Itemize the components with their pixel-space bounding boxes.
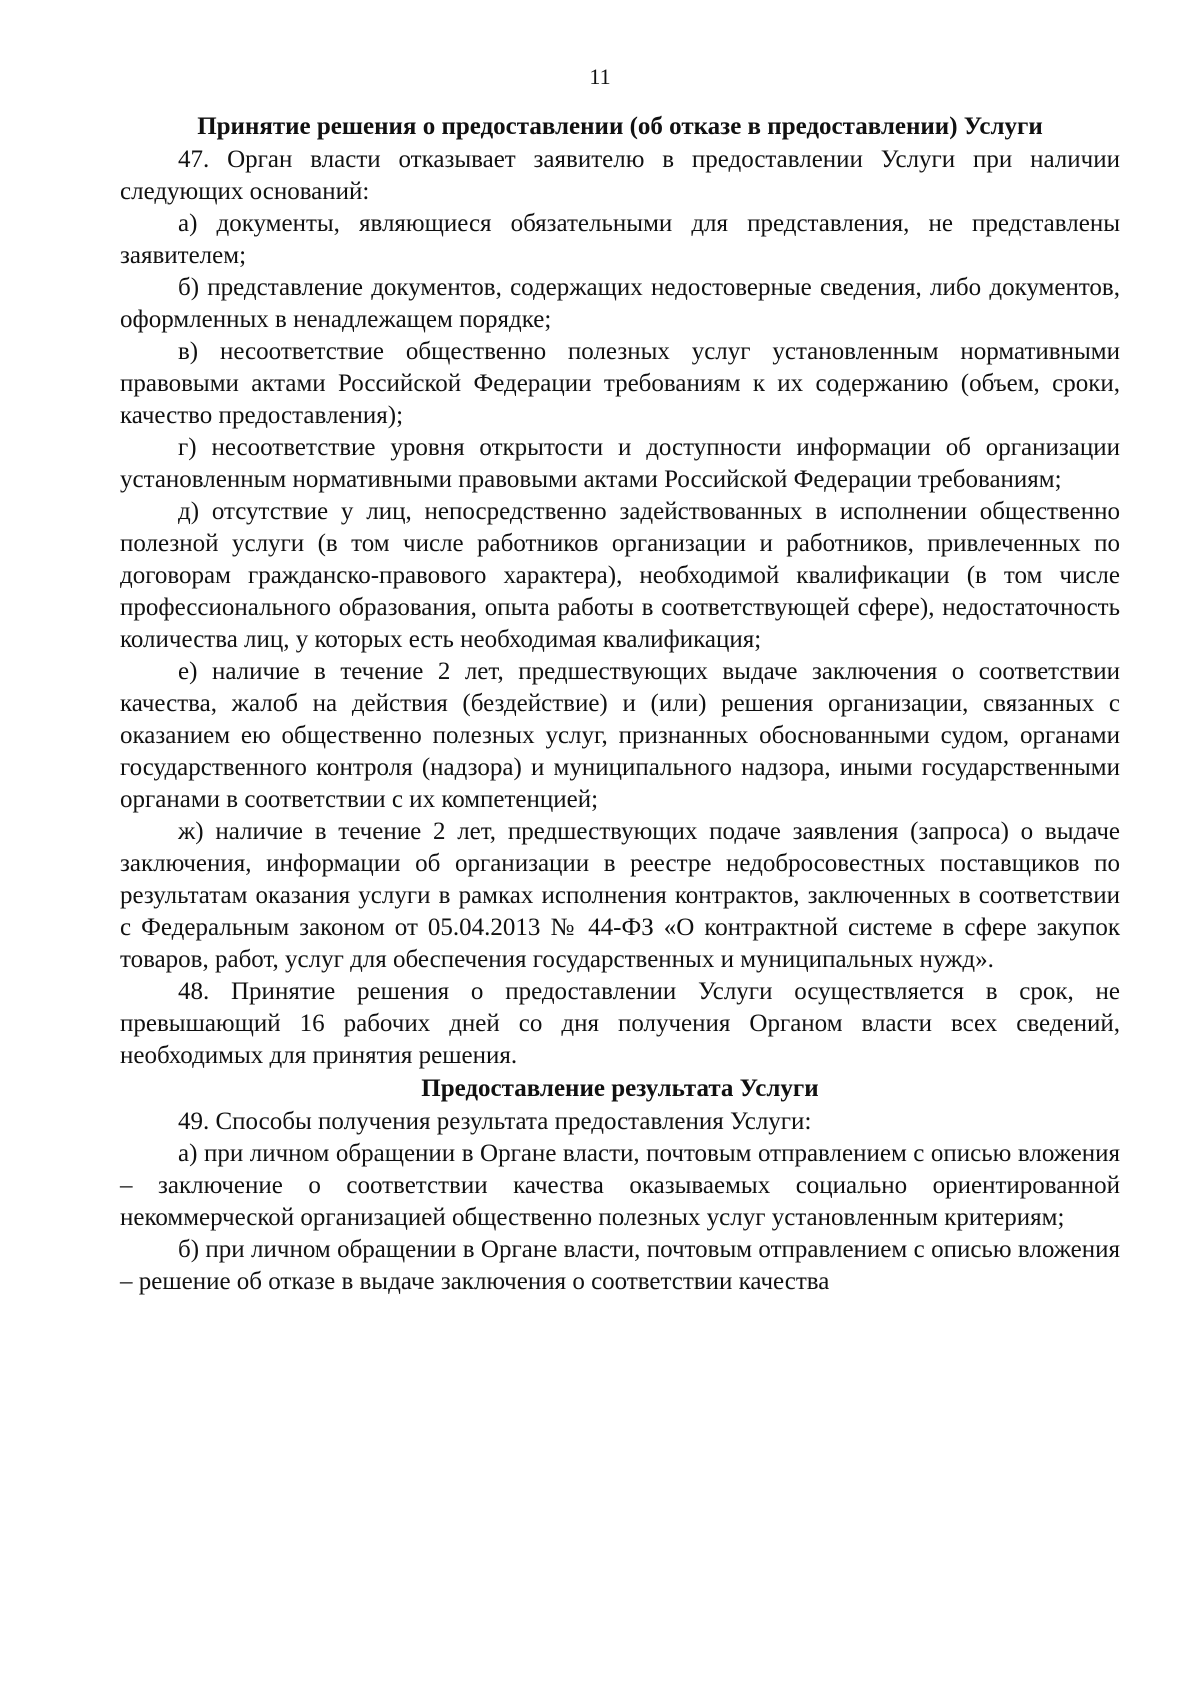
paragraph-49: 49. Способы получения результата предоставления Услуги: — [178, 1108, 812, 1135]
paragraph-47-d: д) отсутствие у лиц, непосредственно задействованных в исполнении общественно полезной услуги (в том числе работников организации и работников, привлеченных по договорам гражданско-правового характера), необходимой квалификации (в том числе профессионального образования, опыта работы в соответствующей сфере), недостаточность количества лиц, у которых есть необходимая квалификация; — [120, 498, 1120, 653]
paragraph-47-g: г) несоответствие уровня открытости и доступности информации об организации установленным нормативными правовыми актами Российской Федерации требованиям; — [120, 434, 1120, 493]
document-body — [120, 110, 1120, 1298]
paragraph-48: 48. Принятие решения о предоставлении Услуги осуществляется в срок, не превышающий 16 рабочих дней со дня получения Органом власти всех сведений, необходимых для принятия решения. — [120, 978, 1120, 1069]
page-number: 11 — [589, 64, 611, 89]
paragraph-47-e: е) наличие в течение 2 лет, предшествующих выдаче заключения о соответствии качества, жалоб на действия (бездействие) и (или) решения организации, связанных с оказанием ею общественно полезных услуг, признанных обоснованными судом, органами государственного контроля (надзора) и муниципального надзора, иными государственными органами в соответствии с их компетенцией; — [120, 658, 1120, 813]
section-heading-result: Предоставление результата Услуги — [421, 1075, 819, 1102]
section-heading-decision: Принятие решения о предоставлении (об отказе в предоставлении) Услуги — [197, 113, 1043, 140]
paragraph-49-a: а) при личном обращении в Органе власти, почтовым отправлением с описью вложения – заключение о соответствии качества оказываемых социально ориентированной некоммерческой организацией общественно полезных услуг установленным критериям; — [120, 1140, 1120, 1231]
paragraph-47-v: в) несоответствие общественно полезных услуг установленным нормативными правовыми актами Российской Федерации требованиям к их содержанию (объем, сроки, качество предоставления); — [120, 338, 1120, 429]
paragraph-47-a: а) документы, являющиеся обязательными для представления, не представлены заявителем; — [120, 210, 1120, 269]
paragraph-47-zh: ж) наличие в течение 2 лет, предшествующих подаче заявления (запроса) о выдаче заключения, информации об организации в реестре недобросовестных поставщиков по результатам оказания услуги в рамках исполнения контрактов, заключенных в соответствии с Федеральным законом от 05.04.2013 № 44-ФЗ «О контрактной системе в сфере закупок товаров, работ, услуг для обеспечения государственных и муниципальных нужд». — [120, 818, 1120, 973]
paragraph-47: 47. Орган власти отказывает заявителю в предоставлении Услуги при наличии следующих оснований: — [120, 146, 1120, 205]
paragraph-47-b: б) представление документов, содержащих недостоверные сведения, либо документов, оформленных в ненадлежащем порядке; — [120, 274, 1120, 333]
paragraph-49-b: б) при личном обращении в Органе власти, почтовым отправлением с описью вложения – решение об отказе в выдаче заключения о соответствии качества — [120, 1236, 1120, 1295]
